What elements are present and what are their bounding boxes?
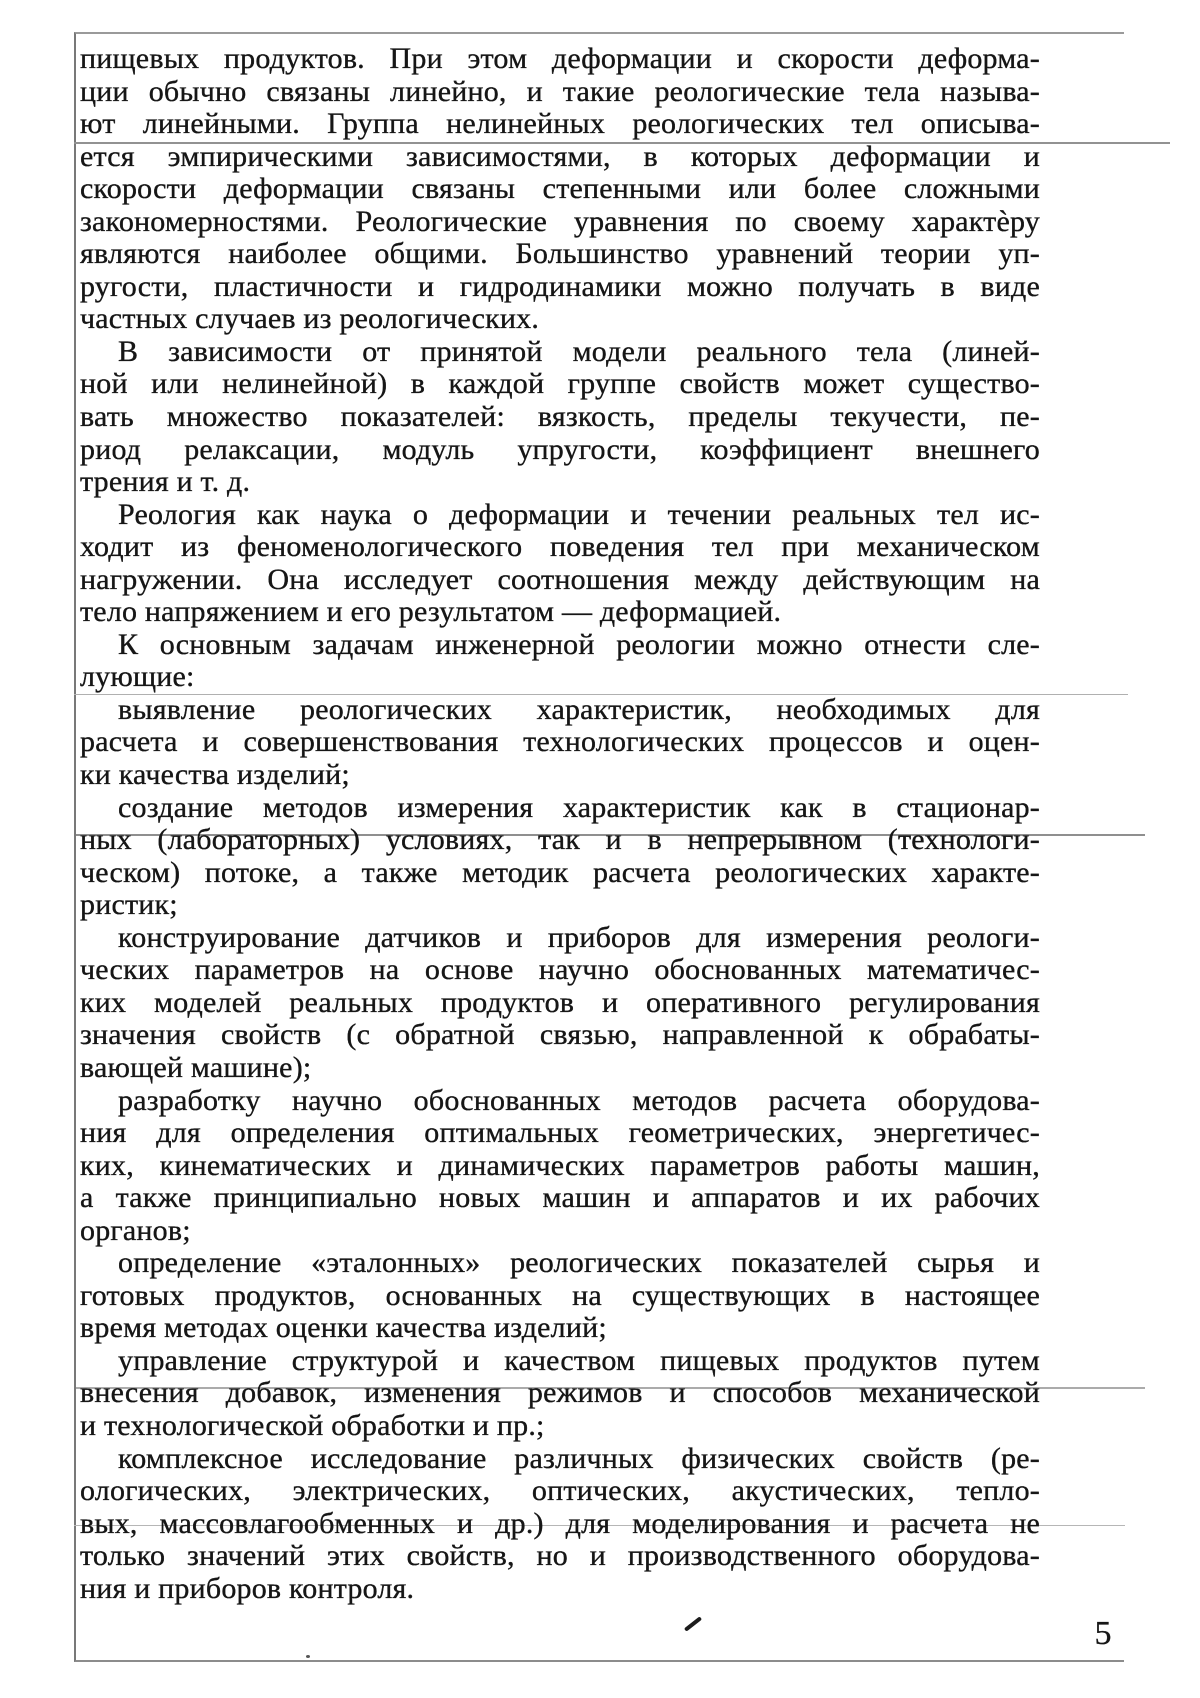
- text-line: закономерностями. Реологические уравнения по своему характѐру: [80, 204, 1040, 238]
- text-line: Реология как наука о деформации и течении реальных тел ис-: [118, 497, 1040, 531]
- text-line: вать множество показателей: вязкость, пределы текучести, пе-: [80, 400, 1040, 434]
- text-line: скорости деформации связаны степенными или более сложными: [80, 172, 1040, 206]
- text-line: являются наиболее общими. Большинство уравнений теории уп-: [80, 237, 1040, 271]
- text-line: определение «эталонных» реологических показателей сырья и: [118, 1246, 1040, 1280]
- ink-dot: [306, 1655, 310, 1658]
- text-line: ходит из феноменологического поведения тел при механическом: [80, 530, 1040, 564]
- text-line: ческом) потоке, а также методик расчета реологических характе-: [80, 855, 1040, 889]
- text-line: частных случаев из реологических.: [80, 302, 540, 336]
- text-line: ции обычно связаны линейно, и такие реологические тела называ-: [80, 74, 1040, 108]
- text-line: ких моделей реальных продуктов и оперативного регулирования: [80, 985, 1040, 1019]
- text-line: ких, кинематических и динамических параметров работы машин,: [80, 1148, 1040, 1182]
- text-line: В зависимости от принятой модели реального тела (линей-: [118, 334, 1040, 368]
- text-line: ют линейными. Группа нелинейных реологических тел описыва-: [80, 107, 1040, 141]
- text-line: разработку научно обоснованных методов расчета оборудова-: [118, 1083, 1040, 1117]
- text-line: внесения добавок, изменения режимов и способов механической: [80, 1376, 1040, 1410]
- text-line: управление структурой и качеством пищевых продуктов путем: [118, 1343, 1040, 1377]
- text-line: только значений этих свойств, но и производственного оборудова-: [80, 1539, 1040, 1573]
- text-line: а также принципиально новых машин и аппаратов и их рабочих: [80, 1181, 1040, 1215]
- text-line: ния и приборов контроля.: [80, 1571, 415, 1605]
- text-line: трения и т. д.: [80, 465, 251, 499]
- text-line: значения свойств (с обратной связью, направленной к обрабаты-: [80, 1018, 1040, 1052]
- text-line: ристик;: [80, 888, 178, 922]
- text-line: создание методов измерения характеристик как в стационар-: [118, 790, 1040, 824]
- text-line: ния для определения оптимальных геометрических, энергетичес-: [80, 1116, 1040, 1150]
- text-line: тело напряжением и его результатом — деформацией.: [80, 595, 782, 629]
- text-line: выявление реологических характеристик, необходимых для: [118, 692, 1040, 726]
- text-line: ных (лабораторных) условиях, так и в непрерывном (технологи-: [80, 823, 1040, 857]
- text-line: пищевых продуктов. При этом деформации и скорости деформа-: [80, 42, 1040, 75]
- text-line: ругости, пластичности и гидродинамики можно получать в виде: [80, 269, 1040, 303]
- text-line: нагружении. Она исследует соотношения между действующим на: [80, 562, 1040, 596]
- text-line: ки качества изделий;: [80, 758, 350, 792]
- text-line: ется эмпирическими зависимостями, в которых деформации и: [80, 139, 1040, 173]
- text-line: вых, массовлагообменных и др.) для моделирования и расчета не: [80, 1506, 1040, 1540]
- text-line: конструирование датчиков и приборов для измерения реологи-: [118, 920, 1040, 954]
- text-line: ческих параметров на основе научно обоснованных математичес-: [80, 953, 1040, 987]
- text-line: лующие:: [80, 660, 195, 694]
- text-line: комплексное исследование различных физических свойств (ре-: [118, 1441, 1040, 1475]
- page-number: 5: [1094, 1615, 1112, 1652]
- text-line: органов;: [80, 1213, 191, 1247]
- text-line: время методах оценки качества изделий;: [80, 1311, 607, 1345]
- text-line: ной или нелинейной) в каждой группе свойств может существо-: [80, 367, 1040, 401]
- text-line: и технологической обработки и пр.;: [80, 1408, 545, 1442]
- text-line: риод релаксации, модуль упругости, коэффициент внешнего: [80, 432, 1040, 466]
- text-block: [80, 43, 1040, 1605]
- text-line: расчета и совершенствования технологических процессов и оцен-: [80, 725, 1040, 759]
- text-line: К основным задачам инженерной реологии можно отнести сле-: [118, 627, 1040, 661]
- text-line: вающей машине);: [80, 1050, 312, 1084]
- text-line: ологических, электрических, оптических, акустических, тепло-: [80, 1474, 1040, 1508]
- text-line: готовых продуктов, основанных на существующих в настоящее: [80, 1278, 1040, 1312]
